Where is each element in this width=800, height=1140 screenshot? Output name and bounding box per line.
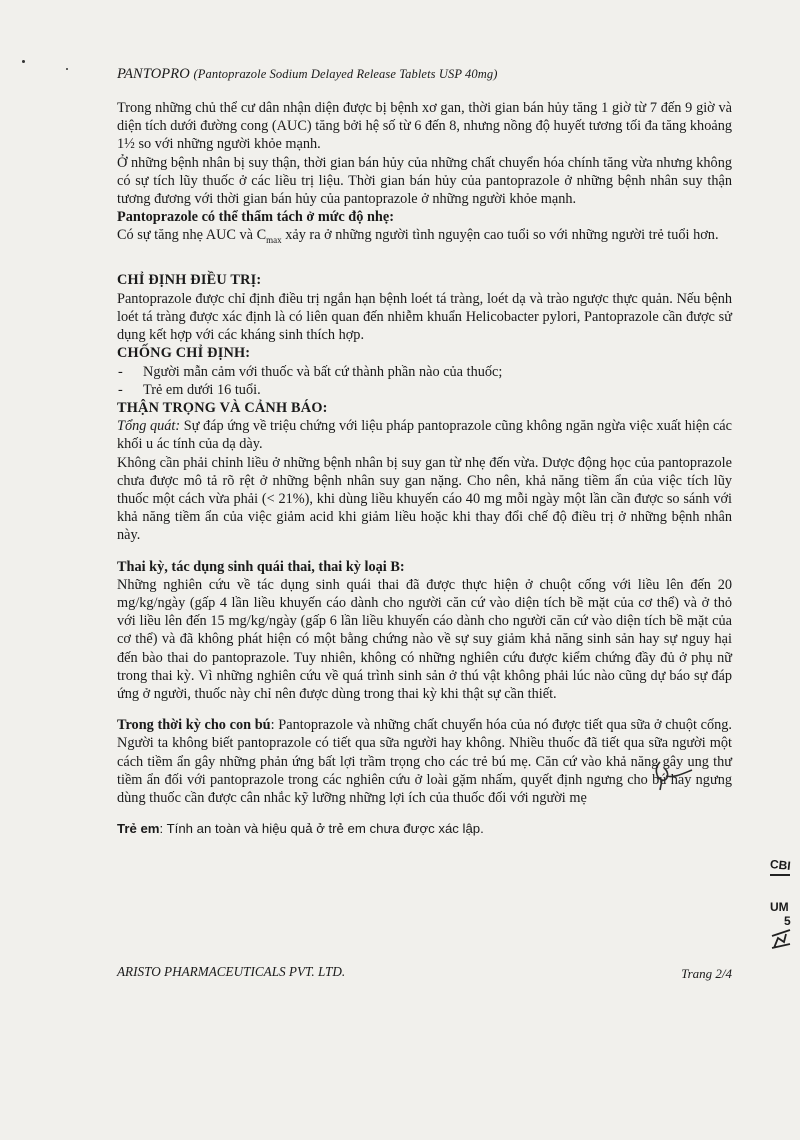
intro-paragraph-1: Trong những chủ thể cư dân nhận diện được bị bệnh xơ gan, thời gian bán hủy tăng 1 giờ từ 7 đến 9 giờ và diện tích dưới đường cong (AUC) tăng bởi hệ số từ 6 đến 8, nhưng nồng độ huyết tương tối đa tăng khoảng 1½ so với những người khỏe mạnh.	[117, 100, 732, 153]
intro-paragraph-3: Có sự tăng nhẹ AUC và $C_{max}$ xảy ra ở những người tình nguyện cao tuổi so với những người trẻ tuổi hơn.	[117, 227, 719, 246]
indications-heading: CHỈ ĐỊNH ĐIỀU TRỊ:	[117, 272, 262, 289]
list-item: - Trẻ em dưới 16 tuổi.	[117, 381, 732, 399]
children-paragraph: Trẻ em: Tính an toàn và hiệu quả ở trẻ em chưa được xác lập.	[117, 821, 484, 837]
stamp-line-3: 5	[784, 914, 791, 928]
stamp-glyph-icon	[770, 928, 792, 950]
stamp-mark	[770, 858, 792, 955]
scan-speck	[66, 68, 68, 70]
warnings-general: Tổng quát: Sự đáp ứng về triệu chứng với liệu pháp pantoprazole cũng không ngăn ngừa việc xuất hiện các khối u ác tính của dạ dày.	[117, 418, 732, 453]
contraindications-list	[117, 363, 732, 399]
children-heading: Trẻ em	[117, 821, 160, 837]
contraindications-heading: CHỐNG CHỈ ĐỊNH:	[117, 345, 251, 362]
warnings-paragraph-2: Không cần phải chỉnh liều ở những bệnh nhân bị suy gan từ nhẹ đến vừa. Dược động học của pantoprazole chưa được mô tả rõ rệt ở những bệnh nhân suy gan nặng. Cho nên, khả năng tiềm ẩn của việc tích lũy thuốc một cách vừa phải (< 21%), khi dùng liều khuyến cáo 40 mg mỗi ngày một lần cần được so sánh với khả năng tiềm ẩn của việc giảm acid khi giảm liều hoặc khi thay đổi chế độ điều trị ở những bệnh nhân này.	[117, 454, 732, 544]
header-subtitle: (Pantoprazole Sodium Delayed Release Tablets USP 40mg)	[193, 67, 498, 81]
stamp-rule	[770, 874, 790, 876]
pregnancy-text: Những nghiên cứu về tác dụng sinh quái thai đã được thực hiện ở chuột cống với liều lên đến 20 mg/kg/ngày (gấp 4 lần liều khuyến cáo dành cho người căn cứ vào diện tích bề mặt của cơ thể) và ở thỏ với liều lên đến 15 mg/kg/ngày (gấp 6 lần liều khuyến cáo dành cho người căn cứ vào diện tích bề mặt của cơ thể) và đã không phát hiện có một bằng chứng nào về sự suy giảm khả năng sinh sản hay sự nguy hại đến bào thai do pantoprazole. Tuy nhiên, không có những nghiên cứu được kiểm chứng đầy đủ ở phụ nữ trong thai kỳ. Vì những nghiên cứu về quá trình sinh sản ở thú vật không phải lúc nào cũng dự báo sự đáp ứng ở người, thuốc này chỉ nên được dùng trong thai kỳ khi thật sự cần thiết.	[117, 576, 732, 702]
signature-mark	[648, 758, 698, 792]
lactation-paragraph: Trong thời kỳ cho con bú: Pantoprazole và những chất chuyển hóa của nó được tiết qua sữa ở chuột cống. Người ta không biết pantoprazole có tiết qua sữa người hay không. Nhiều thuốc đã tiết qua sữa người một cách tiềm ẩn gây những phản ứng bất lợi trầm trọng cho các trẻ bú mẹ. Căn cứ vào khả năng gây ung thư tiềm ẩn đối với pantoprazole trong các nghiên cứu ở loài gặm nhấm, quyết định ngưng cho bú hay ngưng dùng thuốc cần được cân nhắc kỹ lưỡng những lợi ích của thuốc đối với người mẹ	[117, 717, 732, 806]
document-body	[117, 99, 732, 838]
stamp-line-1: CBI	[769, 856, 792, 873]
intro-paragraph-2: Ở những bệnh nhân bị suy thận, thời gian bán hủy của những chất chuyển hóa chính tăng vừa nhưng không có sự tích lũy thuốc ở các liều trị liệu. Thời gian bán hủy của pantoprazole ở những bệnh nhân suy thận tương đương với thời gian bán hủy của pantoprazole ở những người khỏe mạnh.	[117, 154, 732, 208]
pregnancy-heading: Thai kỳ, tác dụng sinh quái thai, thai kỳ loại B:	[117, 558, 405, 575]
warnings-general-label: Tổng quát:	[117, 418, 181, 435]
scan-speck	[22, 60, 25, 63]
indications-text: Pantoprazole được chỉ định điều trị ngắn hạn bệnh loét tá tràng, loét dạ và trào ngược thực quản. Nếu bệnh loét tá tràng được xác định là có liên quan đến nhiễm khuẩn Helicobacter pylori, Pantoprazole cần được sử dụng kết hợp với các kháng sinh thích hợp.	[117, 290, 732, 344]
dialysis-heading: Pantoprazole có thể thẩm tách ở mức độ nhẹ:	[117, 209, 394, 226]
list-item: - Người mẫn cảm với thuốc và bất cứ thành phần nào của thuốc;	[117, 363, 732, 381]
header-brand: PANTOPRO	[117, 66, 190, 82]
document-header	[117, 66, 498, 83]
document-footer	[117, 964, 732, 980]
footer-company: ARISTO PHARMACEUTICALS PVT. LTD.	[117, 964, 346, 979]
stamp-line-2: UM	[770, 900, 789, 914]
lactation-heading: Trong thời kỳ cho con bú	[117, 717, 271, 734]
warnings-heading: THẬN TRỌNG VÀ CẢNH BÁO:	[117, 399, 328, 416]
page-number: Trang 2/4	[681, 966, 732, 981]
